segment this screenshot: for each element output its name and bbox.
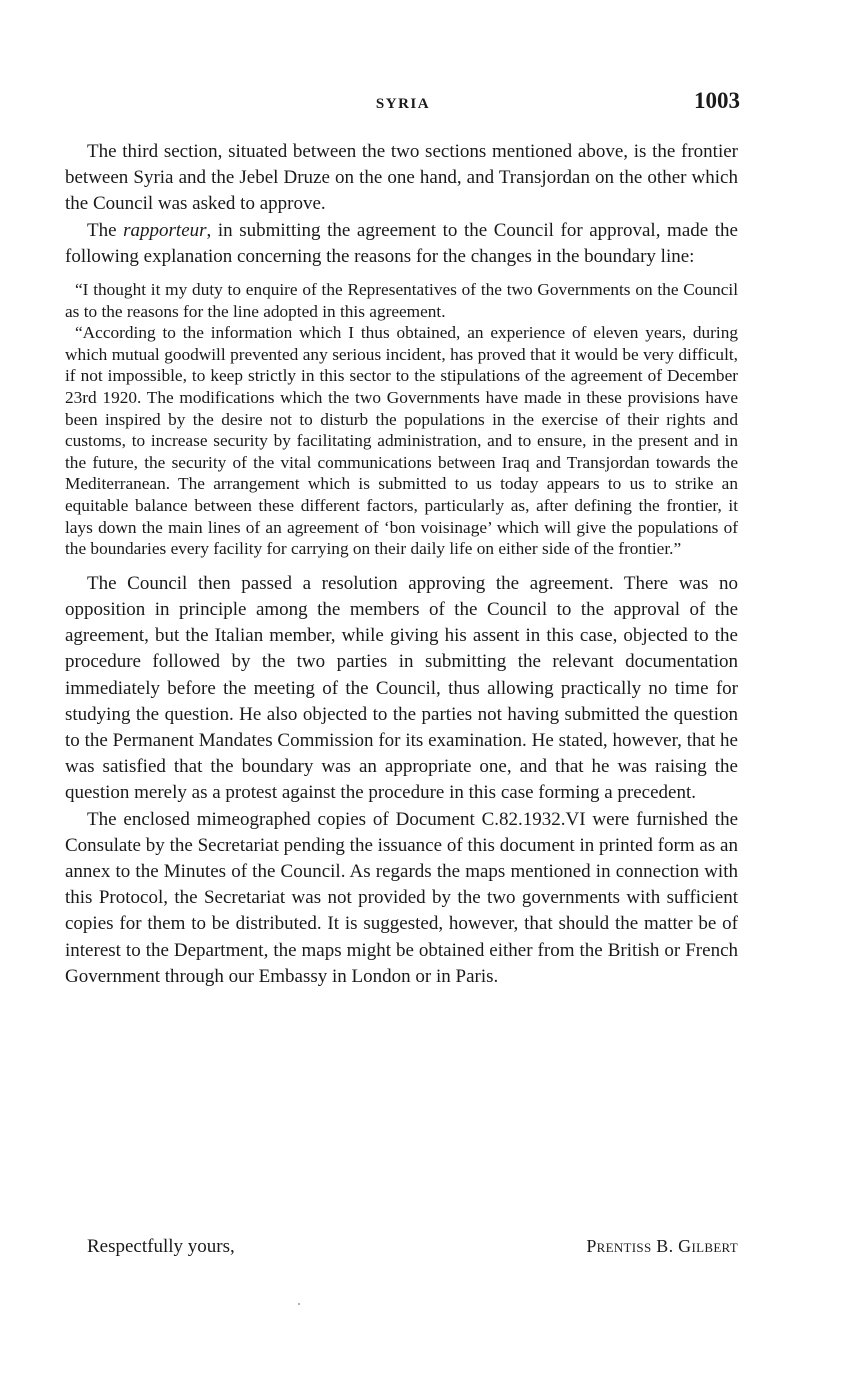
paragraph-rapporteur bbox=[65, 218, 738, 270]
block-quote bbox=[65, 279, 738, 560]
salutation: Respectfully yours, bbox=[87, 1236, 235, 1257]
page-speck bbox=[298, 1303, 300, 1305]
paragraph-council-resolution: The Council then passed a resolution approving the agreement. There was no opposition in principle among the members of the Council to the approval of the agreement, but the Italian member, while giving his assent in this case, objected to the procedure followed by the two parties in submitting the relevant documentation immediately before the meeting of the Council, thus allowing practically no time for studying the question. He also objected to the parties not having submitted the question to the Permanent Mandates Commission for its examination. He stated, however, that he was satisfied that the boundary was an appropriate one, and that he was raising the question merely as a protest against the procedure in this case forming a precedent. bbox=[65, 572, 738, 804]
rapporteur-suffix: , in submitting the agreement to the Council for approval, made the following explanation concerning the reasons for the changes in the boundary line: bbox=[65, 219, 738, 267]
page-number: 1003 bbox=[694, 88, 740, 113]
quote-paragraph-duty: “I thought it my duty to enquire of the Representatives of the two Governments on the Council as to the reasons for the line adopted in this agreement. bbox=[65, 280, 738, 321]
quote-paragraph-information: “According to the information which I thus obtained, an experience of eleven years, during which mutual goodwill prevented any serious incident, has proved that it would be very difficult, if not impossible, to keep strictly in this sector to the stipulations of the agreement of December 23rd 1920. The modifications which the two Governments have made in these provisions have been inspired by the desire not to disturb the populations in the exercise of their rights and customs, to increase security by facilitating administration, and to ensure, in the present and in the future, the security of the vital communications between Iraq and Transjordan towards the Mediterranean. The arrangement which is submitted to us today appears to us to strike an equitable balance between these different factors, particularly as, after defining the frontier, it lays down the main lines of an agreement of ‘bon voisinage’ which will give the populations of the boundaries every facility for carrying on their daily life on either side of the frontier.” bbox=[65, 323, 738, 559]
paragraph-enclosed-copies: The enclosed mimeographed copies of Document C.82.1932.VI were furnished the Consulate by the Secretariat pending the issuance of this document in printed form as an annex to the Minutes of the Council. As regards the maps mentioned in connection with this Protocol, the Secretariat was not provided by the two governments with sufficient copies for them to be distributed. It is suggested, however, that should the matter be of interest to the Department, the maps might be obtained either from the British or French Government through our Embassy in London or in Paris. bbox=[65, 808, 738, 987]
body-text bbox=[65, 139, 738, 990]
paragraph-third-section: The third section, situated between the two sections mentioned above, is the frontier between Syria and the Jebel Druze on the one hand, and Transjordan on the other which the Council was asked to approve. bbox=[65, 141, 738, 215]
closing bbox=[65, 1236, 738, 1264]
rapporteur-italic: rapporteur bbox=[123, 219, 207, 241]
rapporteur-prefix: The bbox=[87, 219, 124, 241]
signature-name: Prentiss B. Gilbert bbox=[586, 1236, 738, 1256]
running-title: SYRIA bbox=[375, 96, 431, 112]
